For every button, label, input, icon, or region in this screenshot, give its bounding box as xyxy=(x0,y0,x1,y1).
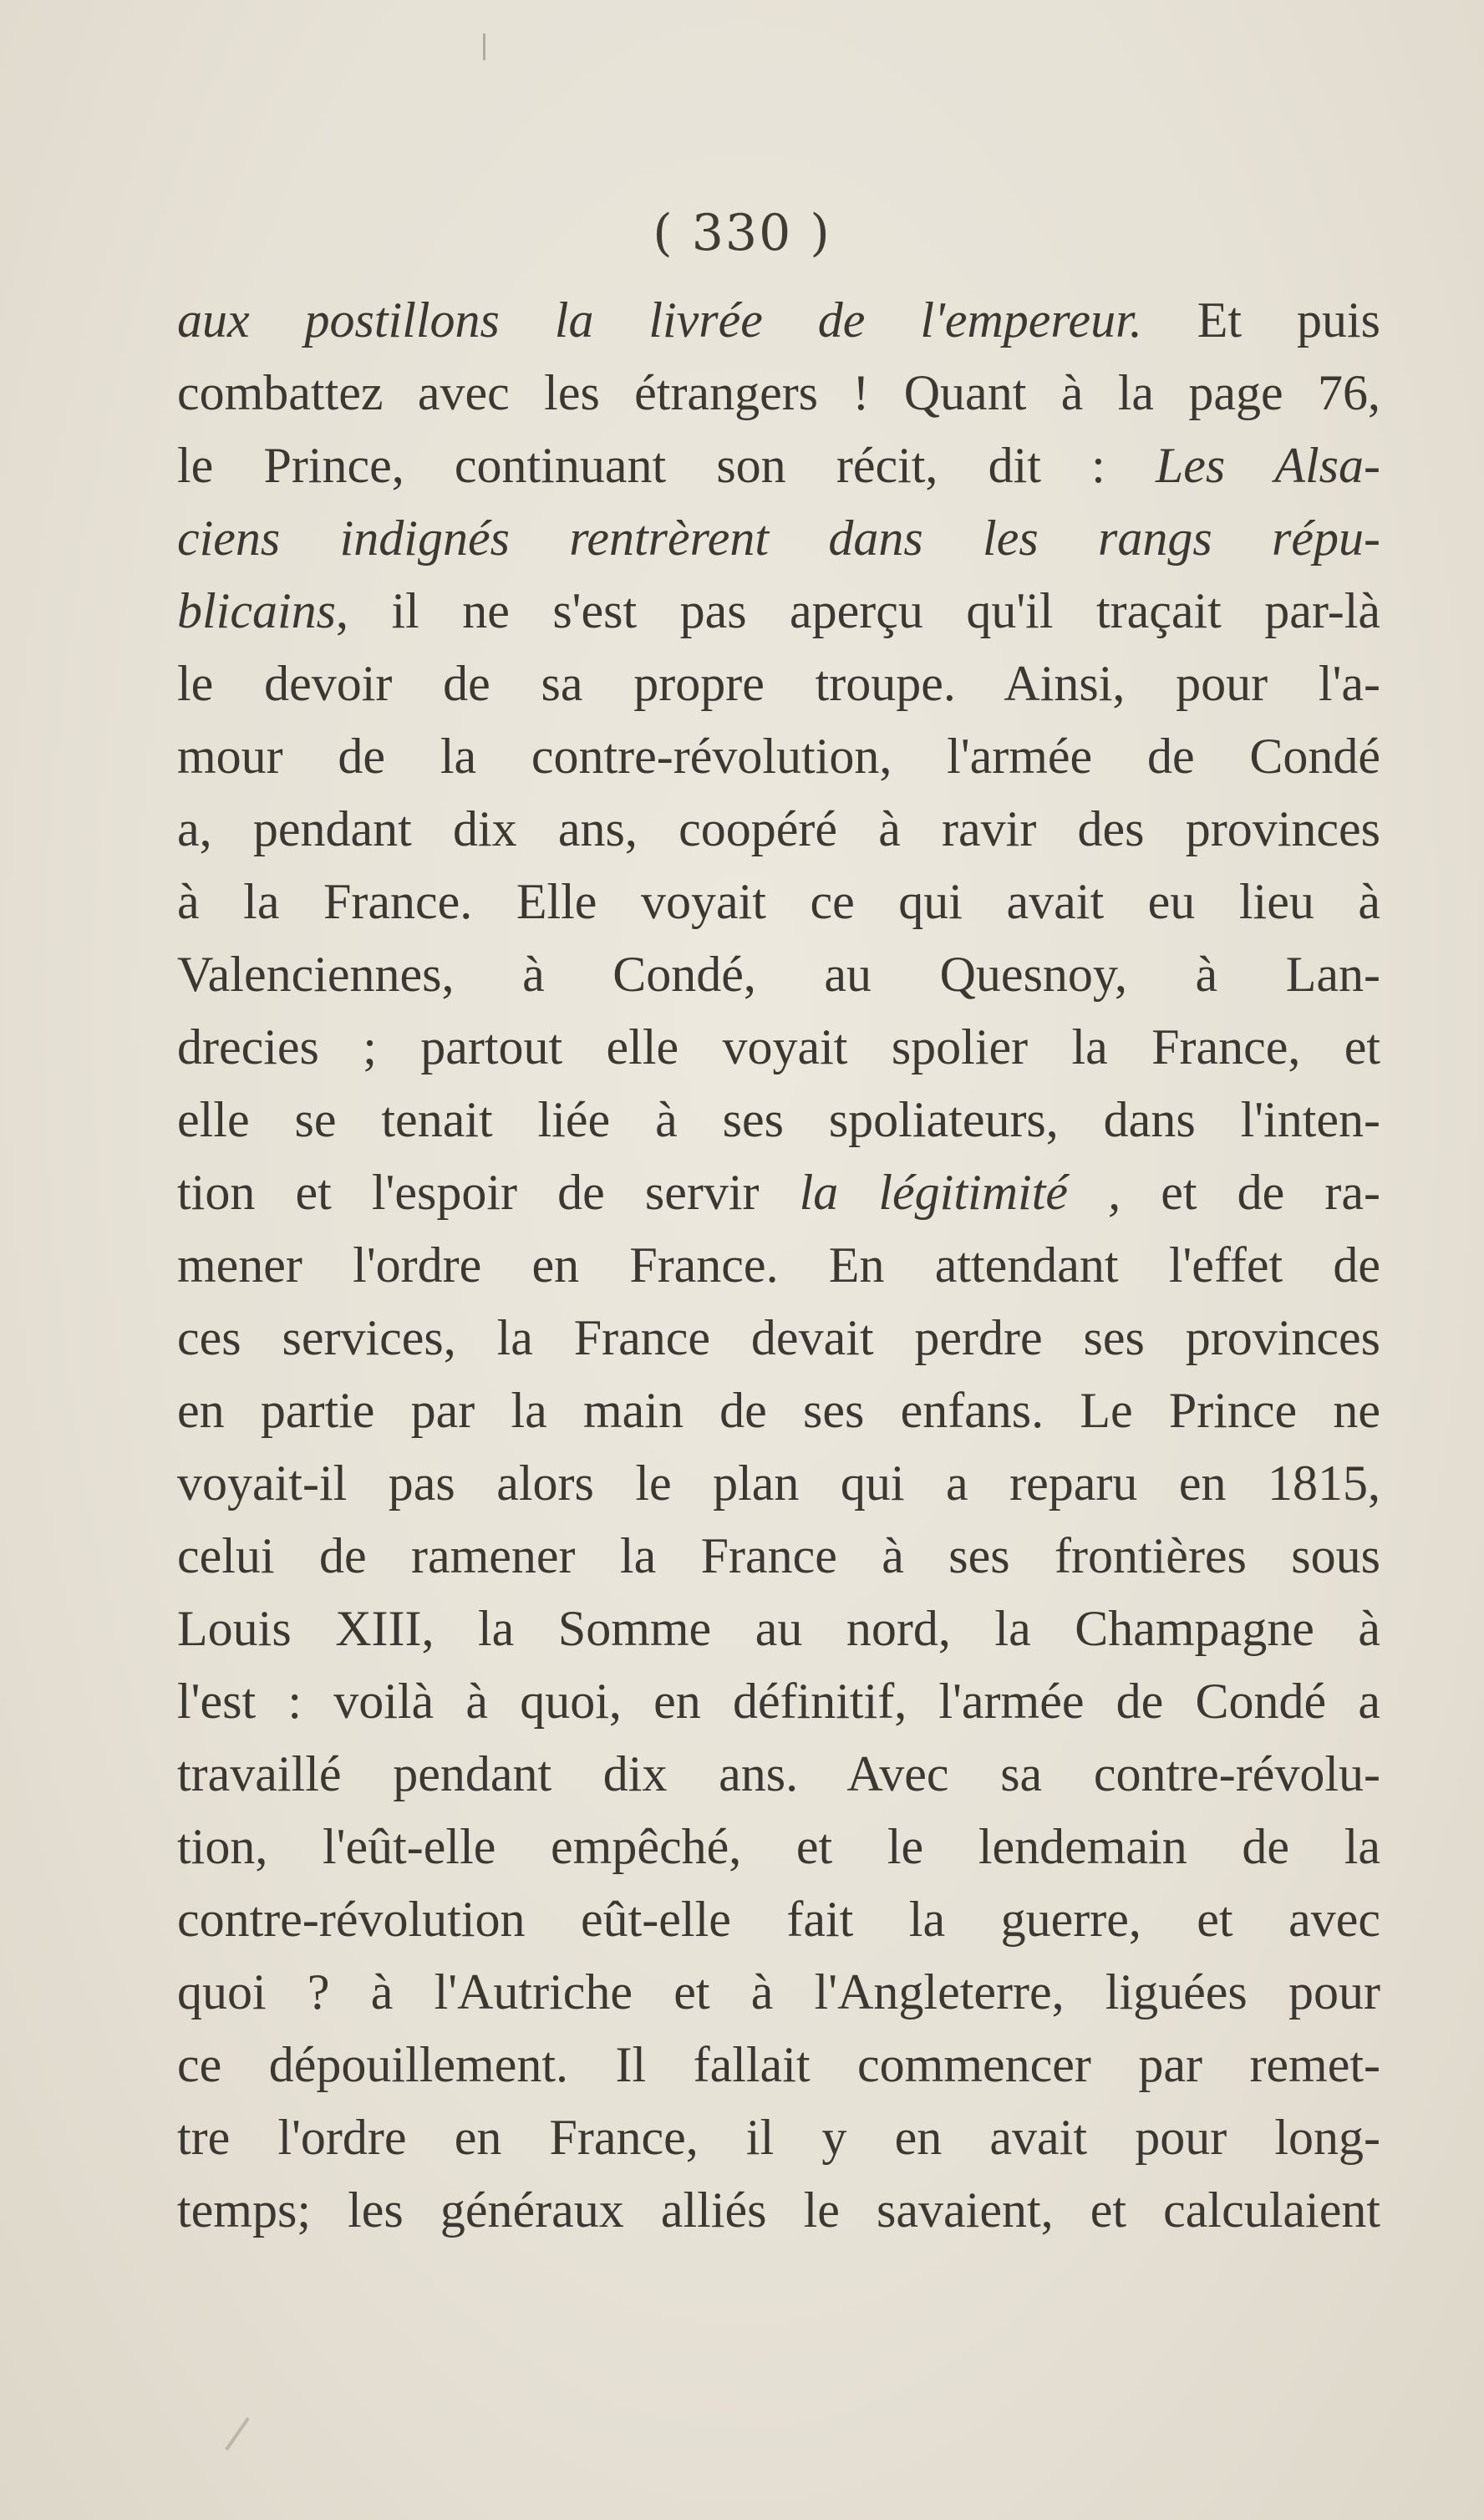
text-line xyxy=(177,1229,1380,1302)
italic-text-segment: ciens indignés rentrèrent dans les rangs répu- xyxy=(177,511,1380,566)
text-line xyxy=(177,1738,1380,1811)
text-line xyxy=(177,793,1380,866)
italic-text-segment: blicains xyxy=(177,583,336,638)
text-segment: à la France. Elle voyait ce qui avait eu lieu à xyxy=(177,874,1380,929)
text-line xyxy=(177,1374,1380,1447)
text-line xyxy=(177,1811,1380,1883)
text-segment: Louis XIII, la Somme au nord, la Champagne à xyxy=(177,1601,1380,1656)
text-segment: travaillé pendant dix ans. Avec sa contre-révolu- xyxy=(177,1746,1380,1801)
text-segment: a, pendant dix ans, coopéré à ravir des provinces xyxy=(177,801,1380,856)
text-segment: tre l'ordre en France, il y en avait pour long- xyxy=(177,2110,1380,2165)
text-line xyxy=(177,1593,1380,1665)
text-line xyxy=(177,1956,1380,2029)
text-segment: mour de la contre-révolution, l'armée de Condé xyxy=(177,729,1380,784)
text-segment: drecies ; partout elle voyait spolier la France, et xyxy=(177,1019,1380,1075)
text-line xyxy=(177,648,1380,720)
text-line xyxy=(177,284,1380,357)
text-line xyxy=(177,1302,1380,1374)
text-line xyxy=(177,1883,1380,1956)
text-segment: , il ne s'est pas aperçu qu'il traçait par-là xyxy=(336,583,1380,638)
text-segment: tion et l'espoir de servir xyxy=(177,1165,800,1220)
text-segment: celui de ramener la France à ses frontières sous xyxy=(177,1528,1380,1583)
stray-ink-mark xyxy=(483,33,485,60)
text-line xyxy=(177,938,1380,1011)
text-line xyxy=(177,866,1380,938)
body-text xyxy=(177,284,1380,2247)
text-segment: mener l'ordre en France. En attendant l'effet de xyxy=(177,1237,1380,1293)
text-segment: combattez avec les étrangers ! Quant à la page 76, xyxy=(177,365,1380,420)
text-segment: contre-révolution eût-elle fait la guerre, et avec xyxy=(177,1892,1380,1947)
text-segment: l'est : voilà à quoi, en définitif, l'armée de Condé a xyxy=(177,1674,1380,1729)
text-line xyxy=(177,1520,1380,1593)
text-segment: temps; les généraux alliés le savaient, et calculaient xyxy=(177,2182,1380,2238)
stray-ink-mark xyxy=(225,2417,250,2451)
text-segment: quoi ? à l'Autriche et à l'Angleterre, liguées pour xyxy=(177,1964,1380,2020)
text-line xyxy=(177,2029,1380,2101)
page-number: ( 330 ) xyxy=(653,204,831,262)
text-segment: ces services, la France devait perdre ses provinces xyxy=(177,1310,1380,1365)
text-line xyxy=(177,2174,1380,2247)
text-segment: tion, l'eût-elle empêché, et le lendemain de la xyxy=(177,1819,1380,1874)
text-segment: le devoir de sa propre troupe. Ainsi, pour l'a- xyxy=(177,656,1380,711)
text-line xyxy=(177,720,1380,793)
text-line xyxy=(177,1665,1380,1738)
text-line xyxy=(177,502,1380,575)
text-line xyxy=(177,1447,1380,1520)
text-segment: Et puis xyxy=(1141,292,1380,348)
italic-text-segment: Les Alsa- xyxy=(1155,438,1380,493)
text-line xyxy=(177,575,1380,648)
italic-text-segment: aux postillons la livrée de l'empereur. xyxy=(177,292,1142,348)
text-segment: voyait-il pas alors le plan qui a reparu en 1815, xyxy=(177,1456,1380,1511)
text-line xyxy=(177,1084,1380,1156)
text-segment: le Prince, continuant son récit, dit : xyxy=(177,438,1156,493)
text-segment: elle se tenait liée à ses spoliateurs, dans l'inten- xyxy=(177,1092,1380,1147)
text-segment: Valenciennes, à Condé, au Quesnoy, à Lan- xyxy=(177,947,1380,1002)
text-segment: ce dépouillement. Il fallait commencer par remet- xyxy=(177,2037,1380,2092)
text-line xyxy=(177,1011,1380,1084)
text-line xyxy=(177,429,1380,502)
text-segment: et de ra- xyxy=(1121,1165,1380,1220)
text-line xyxy=(177,2101,1380,2174)
text-line xyxy=(177,1156,1380,1229)
text-line xyxy=(177,357,1380,429)
italic-text-segment: la légitimité , xyxy=(799,1165,1121,1220)
text-segment: en partie par la main de ses enfans. Le Prince ne xyxy=(177,1383,1380,1438)
